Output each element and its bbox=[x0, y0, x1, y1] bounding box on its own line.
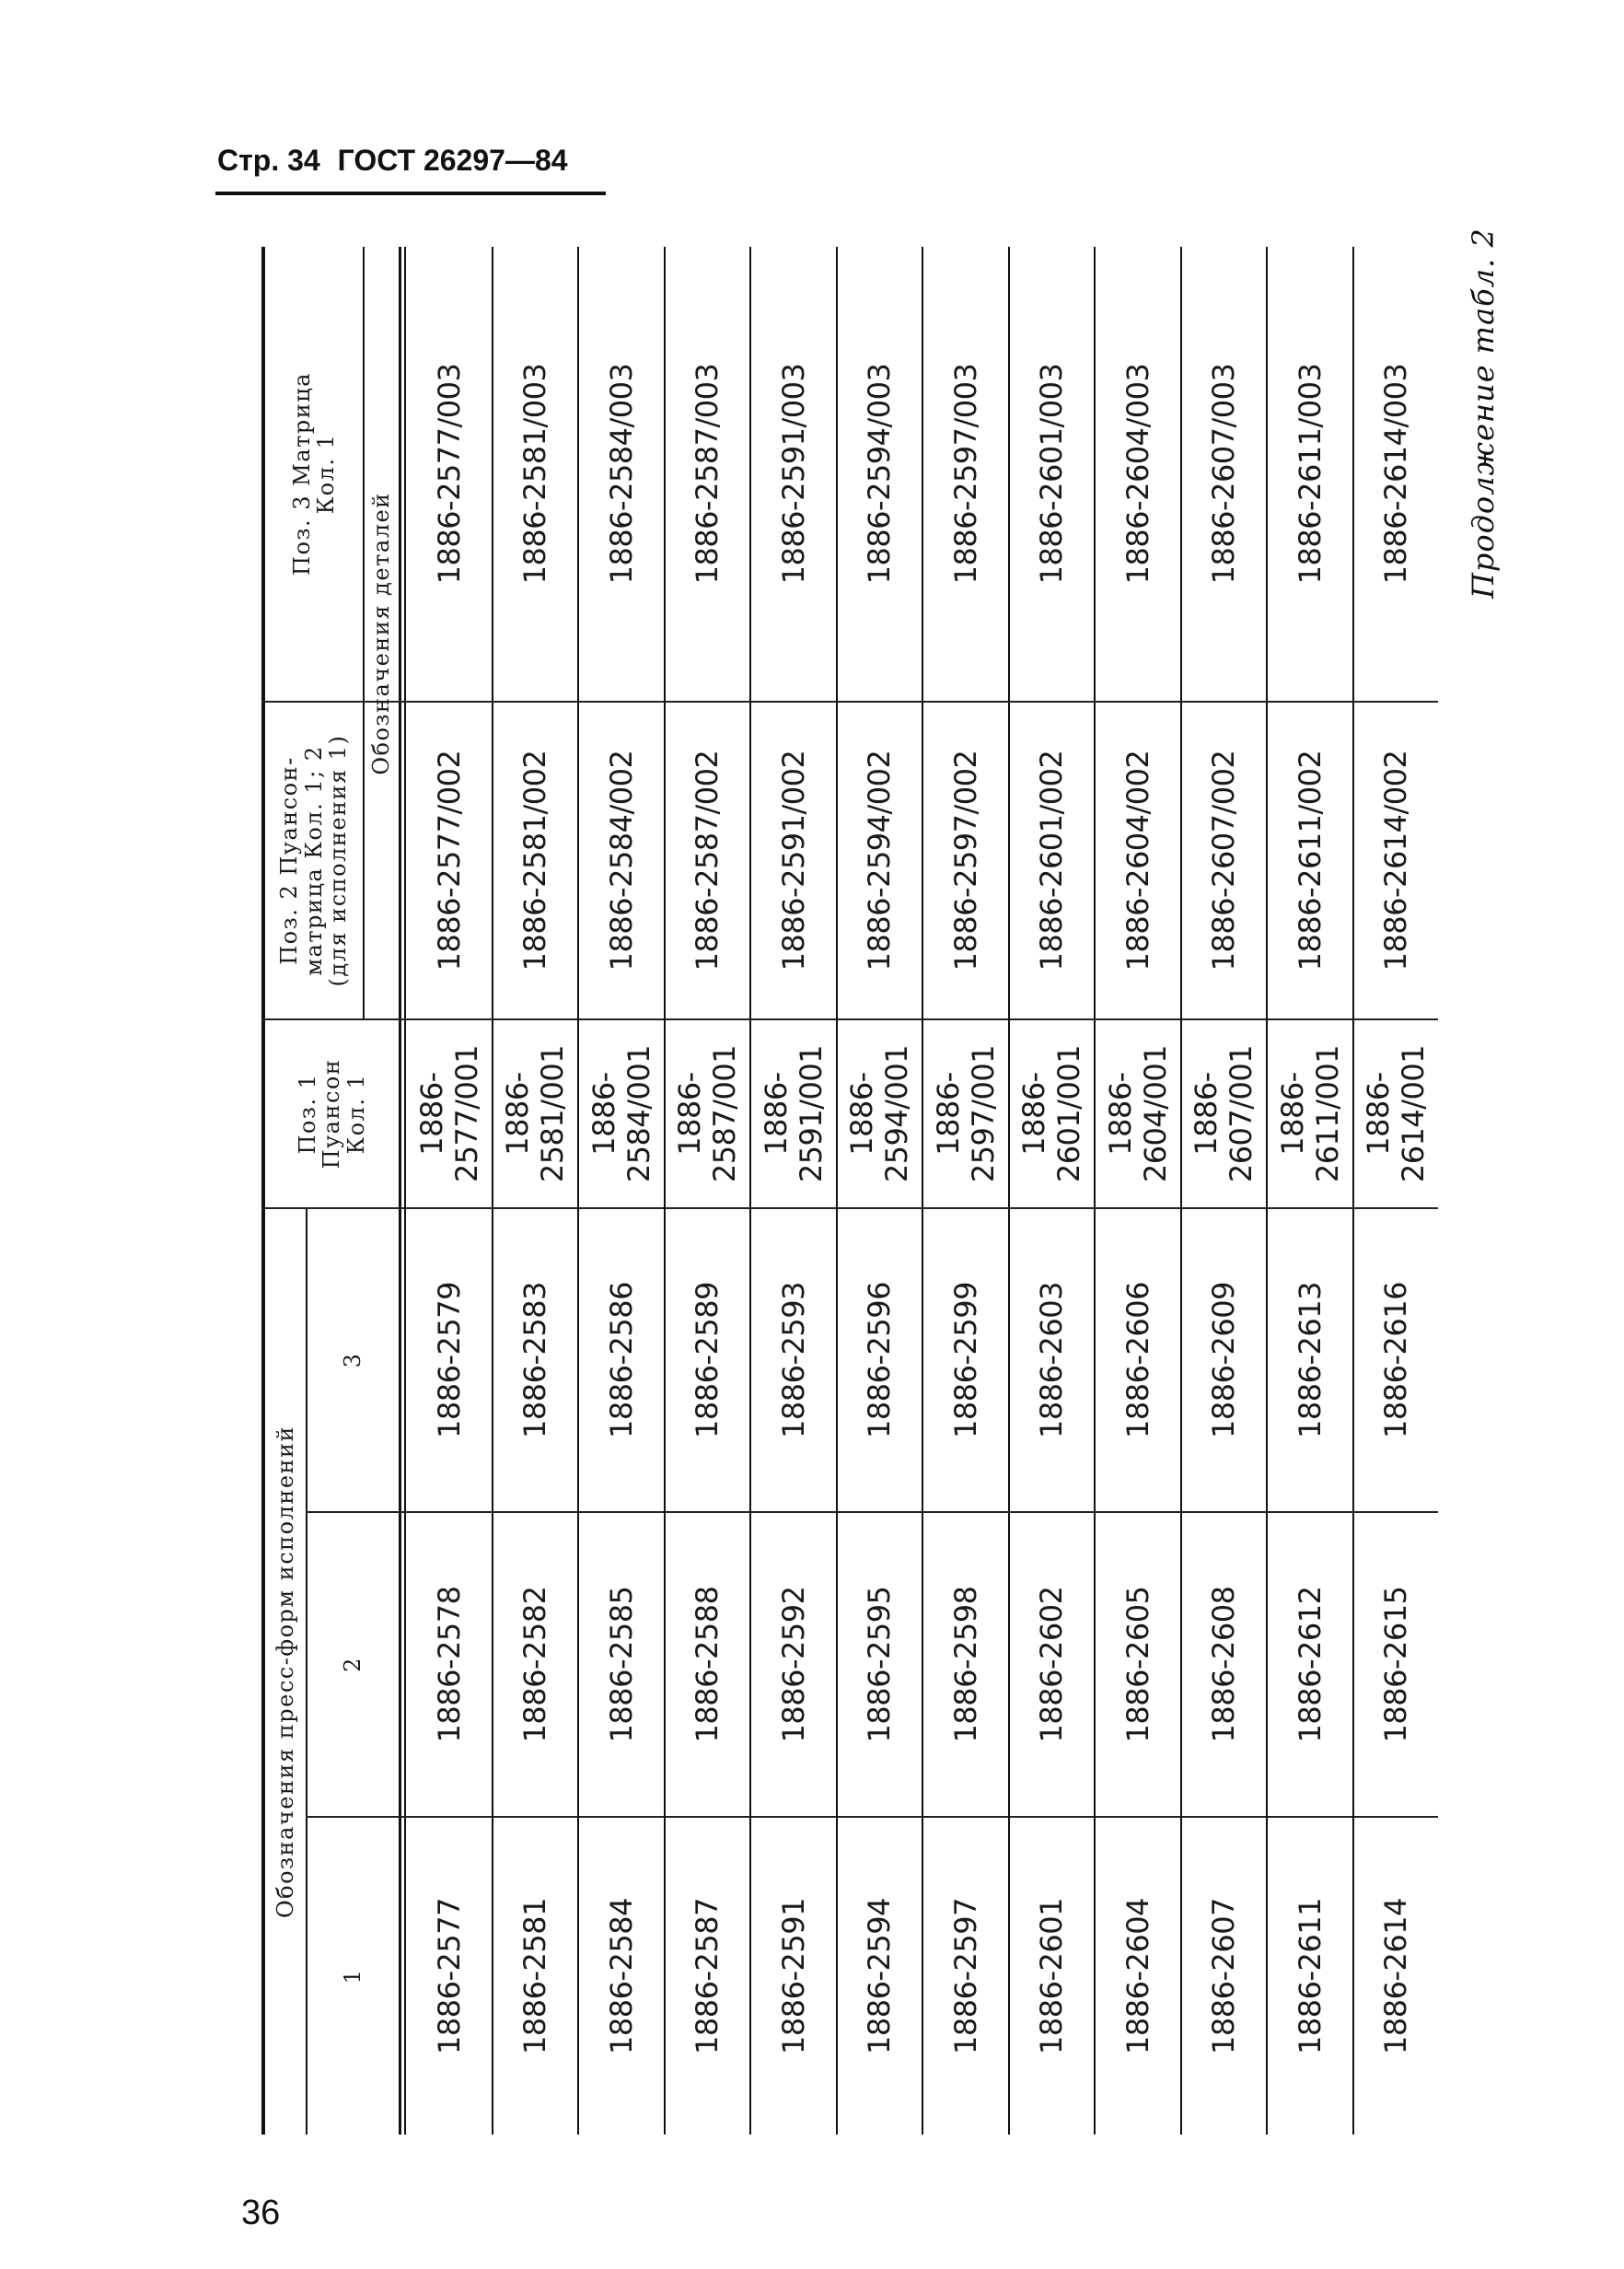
table-cell-c3: 1886-2586 bbox=[603, 1282, 639, 1438]
table-cell-c3: 1886-2609 bbox=[1206, 1282, 1242, 1438]
header-group-right: Обозначения деталей bbox=[368, 492, 395, 775]
table-cell-c3: 1886-2606 bbox=[1119, 1282, 1155, 1438]
table-cell-p1: 1886-2614/001 bbox=[1361, 1044, 1432, 1183]
rotated-table bbox=[252, 227, 1504, 2135]
table-cell-c3: 1886-2603 bbox=[1034, 1282, 1070, 1438]
table-cell-p2: 1886-2614/002 bbox=[1378, 750, 1414, 972]
table-cell-c1: 1886-2587 bbox=[690, 1898, 725, 2054]
table-cell-c2: 1886-2578 bbox=[431, 1586, 467, 1743]
table-cell-p1: 1886-2607/001 bbox=[1189, 1044, 1259, 1183]
table-cell-p2: 1886-2587/002 bbox=[690, 750, 725, 972]
header-pos-1: Поз. 1 Пуансон Кол. 1 bbox=[294, 1058, 369, 1169]
table-cell-c3: 1886-2596 bbox=[862, 1282, 898, 1438]
table-cell-c3: 1886-2613 bbox=[1292, 1282, 1328, 1438]
table-cell-p3: 1886-2577/003 bbox=[431, 363, 467, 585]
table-cell-c1: 1886-2604 bbox=[1119, 1898, 1155, 2054]
table-cell-c2: 1886-2592 bbox=[775, 1586, 811, 1743]
header-rule bbox=[215, 192, 606, 195]
table-cell-c3: 1886-2599 bbox=[947, 1282, 983, 1438]
table-cell-p3: 1886-2584/003 bbox=[603, 363, 639, 585]
table-cell-p1: 1886-2577/001 bbox=[413, 1044, 484, 1183]
table-cell-c2: 1886-2602 bbox=[1034, 1586, 1070, 1743]
table-cell-p2: 1886-2607/002 bbox=[1206, 750, 1242, 972]
table-cell-p3: 1886-2604/003 bbox=[1119, 363, 1155, 585]
table-cell-p1: 1886-2591/001 bbox=[758, 1044, 829, 1183]
table-cell-p1: 1886-2601/001 bbox=[1016, 1044, 1087, 1183]
table-cell-p1: 1886-2604/001 bbox=[1102, 1044, 1173, 1183]
table-cell-p1: 1886-2584/001 bbox=[586, 1044, 656, 1183]
table-cell-p2: 1886-2594/002 bbox=[862, 750, 898, 972]
header-col-2: 2 bbox=[340, 1657, 366, 1672]
table-cell-c2: 1886-2585 bbox=[603, 1586, 639, 1743]
table-cell-p2: 1886-2591/002 bbox=[775, 750, 811, 972]
table-cell-c1: 1886-2614 bbox=[1378, 1898, 1414, 2054]
table-cell-c3: 1886-2589 bbox=[690, 1282, 725, 1438]
table-cell-p3: 1886-2587/003 bbox=[690, 363, 725, 585]
table-cell-p1: 1886-2597/001 bbox=[930, 1044, 1001, 1183]
table-cell-c2: 1886-2615 bbox=[1378, 1586, 1414, 1743]
table-cell-c2: 1886-2582 bbox=[517, 1586, 553, 1743]
header-col-1: 1 bbox=[340, 1968, 366, 1984]
table-cell-c1: 1886-2607 bbox=[1206, 1898, 1242, 2054]
table-cell-p1: 1886-2611/001 bbox=[1274, 1044, 1345, 1183]
page-number: 36 bbox=[241, 2193, 281, 2232]
table-cell-p3: 1886-2601/003 bbox=[1034, 363, 1070, 585]
table-cell-p2: 1886-2604/002 bbox=[1119, 750, 1155, 972]
table-cell-p2: 1886-2611/002 bbox=[1292, 750, 1328, 972]
table-cell-c3: 1886-2579 bbox=[431, 1282, 467, 1438]
table-cell-p1: 1886-2594/001 bbox=[844, 1044, 915, 1183]
table-cell-p3: 1886-2607/003 bbox=[1206, 363, 1242, 585]
table-cell-p3: 1886-2597/003 bbox=[947, 363, 983, 585]
table-cell-p2: 1886-2581/002 bbox=[517, 750, 553, 972]
table-body bbox=[252, 247, 1486, 2135]
header-col-3: 3 bbox=[340, 1352, 366, 1368]
header-pos-3: Поз. 3 Матрица Кол. 1 bbox=[288, 372, 339, 576]
table-cell-c2: 1886-2588 bbox=[690, 1586, 725, 1743]
table-cell-c2: 1886-2605 bbox=[1119, 1586, 1155, 1743]
page-label: Стр. 34 bbox=[217, 144, 320, 177]
table-cell-c1: 1886-2611 bbox=[1292, 1898, 1328, 2054]
standard-number: ГОСТ 26297—84 bbox=[337, 144, 568, 177]
table-cell-p3: 1886-2591/003 bbox=[775, 363, 811, 585]
table-cell-c2: 1886-2598 bbox=[947, 1586, 983, 1743]
table-cell-p3: 1886-2594/003 bbox=[862, 363, 898, 585]
table-grid bbox=[252, 247, 1486, 2135]
table-cell-c1: 1886-2597 bbox=[947, 1898, 983, 2054]
page-header bbox=[217, 144, 577, 178]
table-cell-c3: 1886-2583 bbox=[517, 1282, 553, 1438]
table-cell-c3: 1886-2616 bbox=[1378, 1282, 1414, 1438]
table-cell-c2: 1886-2595 bbox=[862, 1586, 898, 1743]
header-pos-2: Поз. 2 Пуансон-матрица Кол. 1; 2 (для исполнения 1) bbox=[276, 734, 352, 987]
table-cell-p2: 1886-2601/002 bbox=[1034, 750, 1070, 972]
table-caption: Продолжение табл. 2 bbox=[1466, 227, 1501, 599]
table-cell-c1: 1886-2601 bbox=[1034, 1898, 1070, 2054]
table-cell-c1: 1886-2581 bbox=[517, 1898, 553, 2054]
table-cell-c1: 1886-2591 bbox=[775, 1898, 811, 2054]
table-cell-c2: 1886-2608 bbox=[1206, 1586, 1242, 1743]
table-cell-c1: 1886-2584 bbox=[603, 1898, 639, 2054]
table-cell-p3: 1886-2581/003 bbox=[517, 363, 553, 585]
table-cell-p1: 1886-2581/001 bbox=[500, 1044, 571, 1183]
table-cell-p2: 1886-2577/002 bbox=[431, 750, 467, 972]
table-cell-c1: 1886-2577 bbox=[431, 1898, 467, 2054]
table-cell-p1: 1886-2587/001 bbox=[672, 1044, 743, 1183]
table-cell-p2: 1886-2597/002 bbox=[947, 750, 983, 972]
table-cell-p3: 1886-2614/003 bbox=[1378, 363, 1414, 585]
header-group-left: Обозначения пресс-форм исполнений bbox=[272, 1425, 298, 1919]
table-cell-c1: 1886-2594 bbox=[862, 1898, 898, 2054]
table-cell-c2: 1886-2612 bbox=[1292, 1586, 1328, 1743]
table-cell-p2: 1886-2584/002 bbox=[603, 750, 639, 972]
table-cell-c3: 1886-2593 bbox=[775, 1282, 811, 1438]
table-cell-p3: 1886-2611/003 bbox=[1292, 363, 1328, 585]
